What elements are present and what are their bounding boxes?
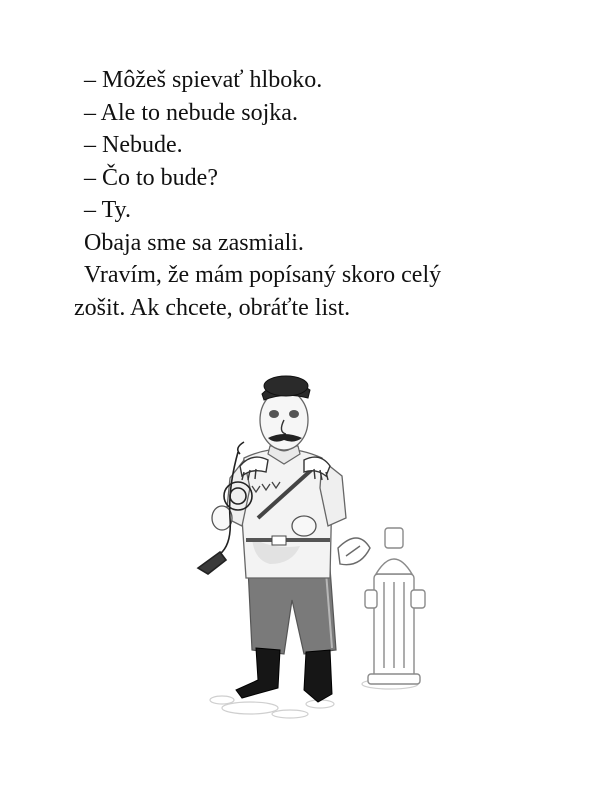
dialogue-line-1: – Môžeš spievať hlboko. <box>84 67 323 93</box>
cap <box>262 376 310 400</box>
trousers <box>248 568 336 654</box>
dialogue-line-2: – Ale to nebude sojka. <box>84 99 298 126</box>
narration-line-2: Vravím, že mám popísaný skoro celý <box>84 262 442 288</box>
illustration <box>180 368 450 728</box>
narration-line-3: zošit. Ak chcete, obráťte list. <box>74 294 351 321</box>
sabre-hilt <box>338 538 370 565</box>
dialogue-line-5: – Ty. <box>84 197 131 223</box>
dialogue-line-4: – Čo to bude? <box>84 164 218 191</box>
dialogue-text <box>74 64 544 324</box>
fire-hydrant <box>365 528 425 684</box>
narration-line-1: Obaja sme sa zasmiali. <box>84 229 304 256</box>
dialogue-line-3: – Nebude. <box>84 132 183 158</box>
boots <box>236 648 332 702</box>
